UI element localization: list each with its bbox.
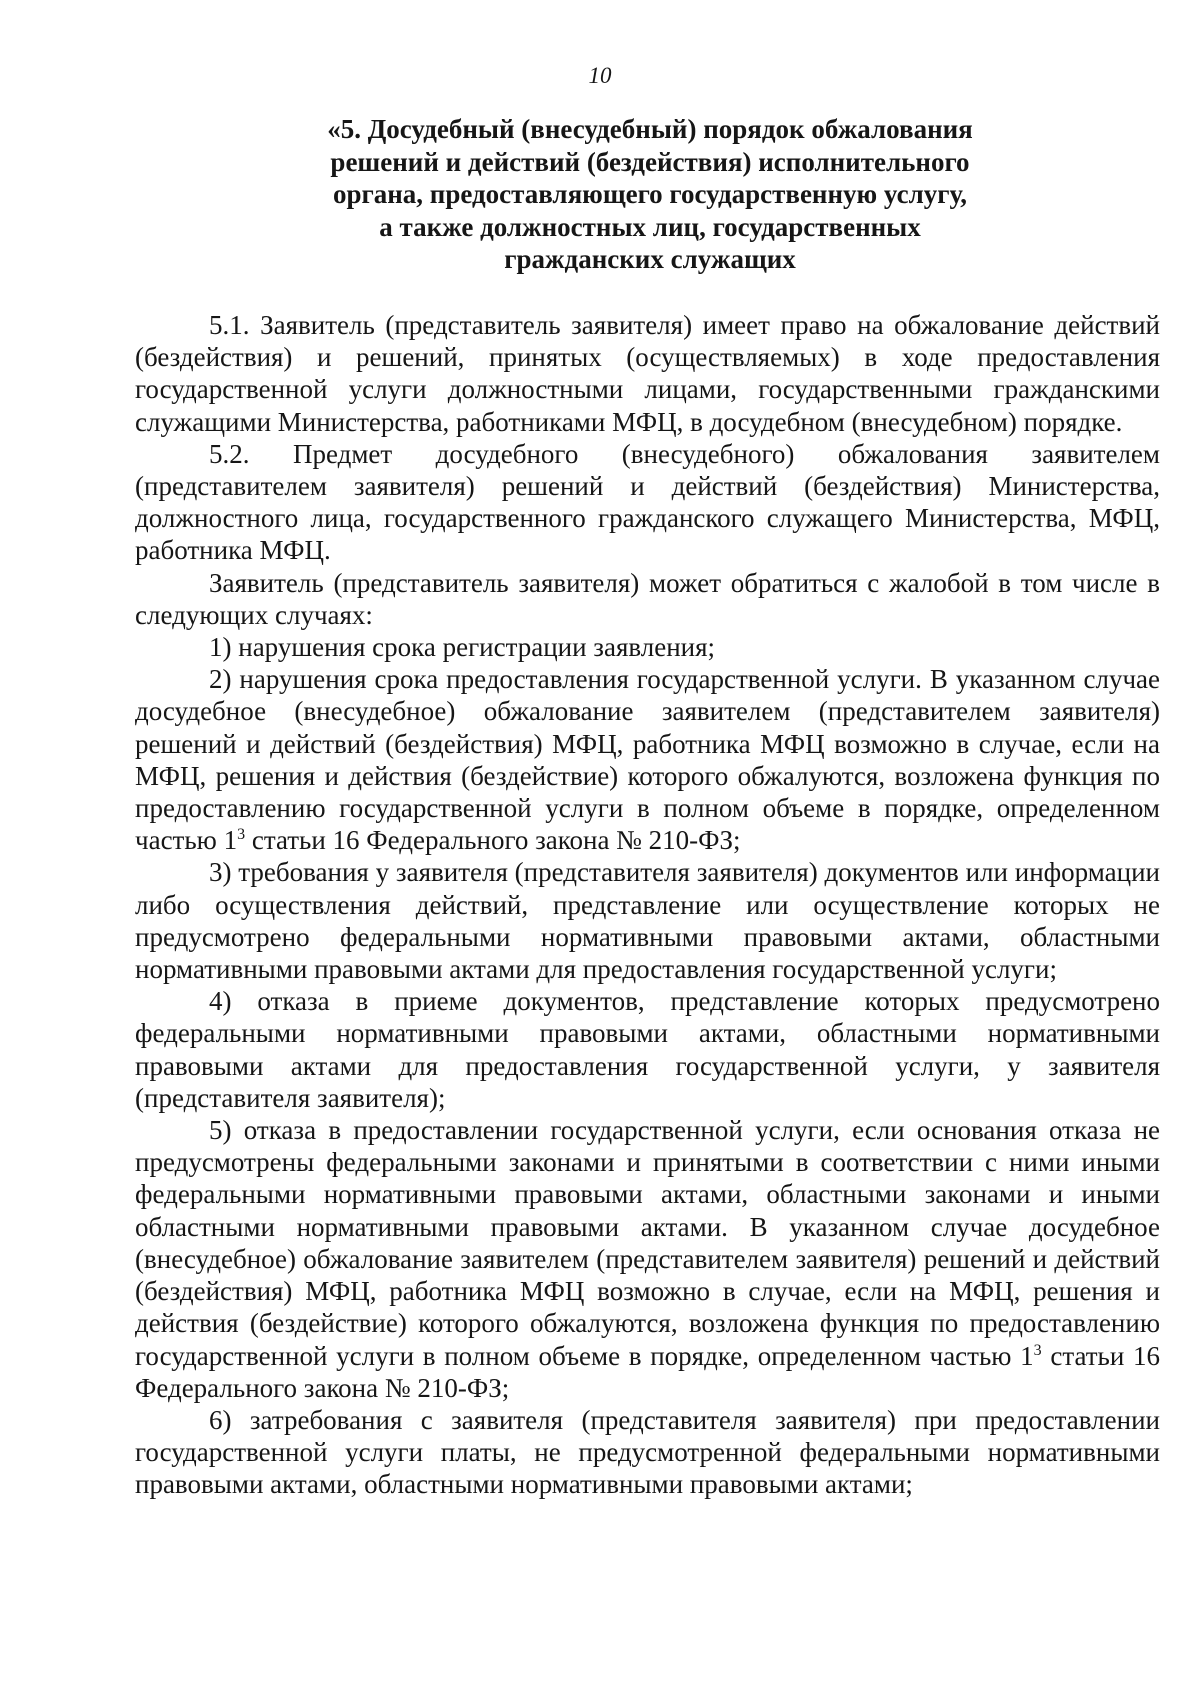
list-item-4 — [135, 985, 1160, 1114]
section-heading — [200, 113, 1100, 276]
list-item-3 — [135, 856, 1160, 985]
page-number: 10 — [588, 63, 612, 88]
paragraph-text-tail: статьи 16 Федерального закона № 210-ФЗ; — [135, 1340, 1160, 1403]
paragraph-text: 4) отказа в приеме документов, представление которых предусмотрено федеральными нормативными правовыми актами, областными нормативными правовыми актами для предоставления государственной услуги, у заявителя (представителя заявителя); — [135, 986, 1160, 1113]
heading-line: органа, предоставляющего государственную услугу, — [332, 179, 968, 209]
paragraph-text-tail: статьи 16 Федерального закона № 210-ФЗ; — [245, 825, 741, 856]
paragraph-text: 5.1. Заявитель (представитель заявителя) имеет право на обжалование действий (бездействия) и решений, принятых (осуществляемых) в ходе предоставления государственной услуги должностными лицами, государственными гражданскими служащими Министерства, работниками МФЦ, в досудебном (внесудебном) порядке. — [135, 310, 1160, 437]
list-item-1 — [135, 631, 1160, 663]
paragraph-text: 3) требования у заявителя (представителя заявителя) документов или информации либо осуществления действий, представление или осуществление которых не предусмотрено федеральными нормативными правовыми актами, областными нормативными правовыми актами для предоставления государственной услуги; — [135, 857, 1160, 985]
paragraph-text: 5) отказа в предоставлении государственной услуги, если основания отказа не предусмотрены федеральными законами и принятыми в соответствии с ними иными федеральными нормативными правовыми актами, областными законами и иными областными нормативными правовыми актами. В указанном случае досудебное (внесудебное) обжалование заявителем (представителем заявителя) решений и действий (бездействия) МФЦ, работника МФЦ возможно в случае, если на МФЦ, решения и действия (бездействие) которого обжалуются, возложена функция по предоставлению государственной услуги в полном объеме в порядке, определенном частью 1 — [135, 1115, 1160, 1371]
paragraph-5-2 — [135, 438, 1160, 567]
paragraph-complaint-cases-intro — [135, 567, 1160, 631]
paragraph-text: 2) нарушения срока предоставления государственной услуги. В указанном случае досудебное (внесудебное) обжалование заявителем (представителем заявителя) решений и действий (бездействия) МФЦ, работника МФЦ возможно в случае, если на МФЦ, решения и действия (бездействие) которого обжалуются, возложена функция по предоставлению государственной услуги в полном объеме в порядке, определенном частью 1 — [135, 664, 1160, 856]
paragraph-text: Заявитель (представитель заявителя) может обратиться с жалобой в том числе в следующих случаях: — [135, 567, 1160, 630]
paragraph-text: 6) затребования с заявителя (представителя заявителя) при предоставлении государственной услуги платы, не предусмотренной федеральными нормативными правовыми актами, областными нормативными правовыми актами; — [135, 1404, 1160, 1500]
superscript: 3 — [237, 826, 246, 844]
paragraph-text: 1) нарушения срока регистрации заявления; — [209, 632, 716, 663]
list-item-5 — [135, 1114, 1160, 1404]
heading-line: а также должностных лиц, государственных — [379, 211, 921, 242]
list-item-2 — [135, 663, 1160, 856]
heading-line: «5. Досудебный (внесудебный) порядок обжалования — [327, 114, 973, 144]
paragraph-text: 5.2. Предмет досудебного (внесудебного) обжалования заявителем (представителем заявителя) решений и действий (бездействия) Министерства, должностного лица, государственного гражданского служащего Министерства, МФЦ, работника МФЦ. — [135, 438, 1160, 566]
paragraph-5-1 — [135, 309, 1160, 438]
list-item-6 — [135, 1404, 1160, 1501]
superscript: 3 — [1033, 1341, 1042, 1359]
heading-line: гражданских служащих — [504, 244, 796, 274]
document-body — [135, 309, 1160, 1501]
heading-line: решений и действий (бездействия) исполнительного — [330, 146, 970, 177]
